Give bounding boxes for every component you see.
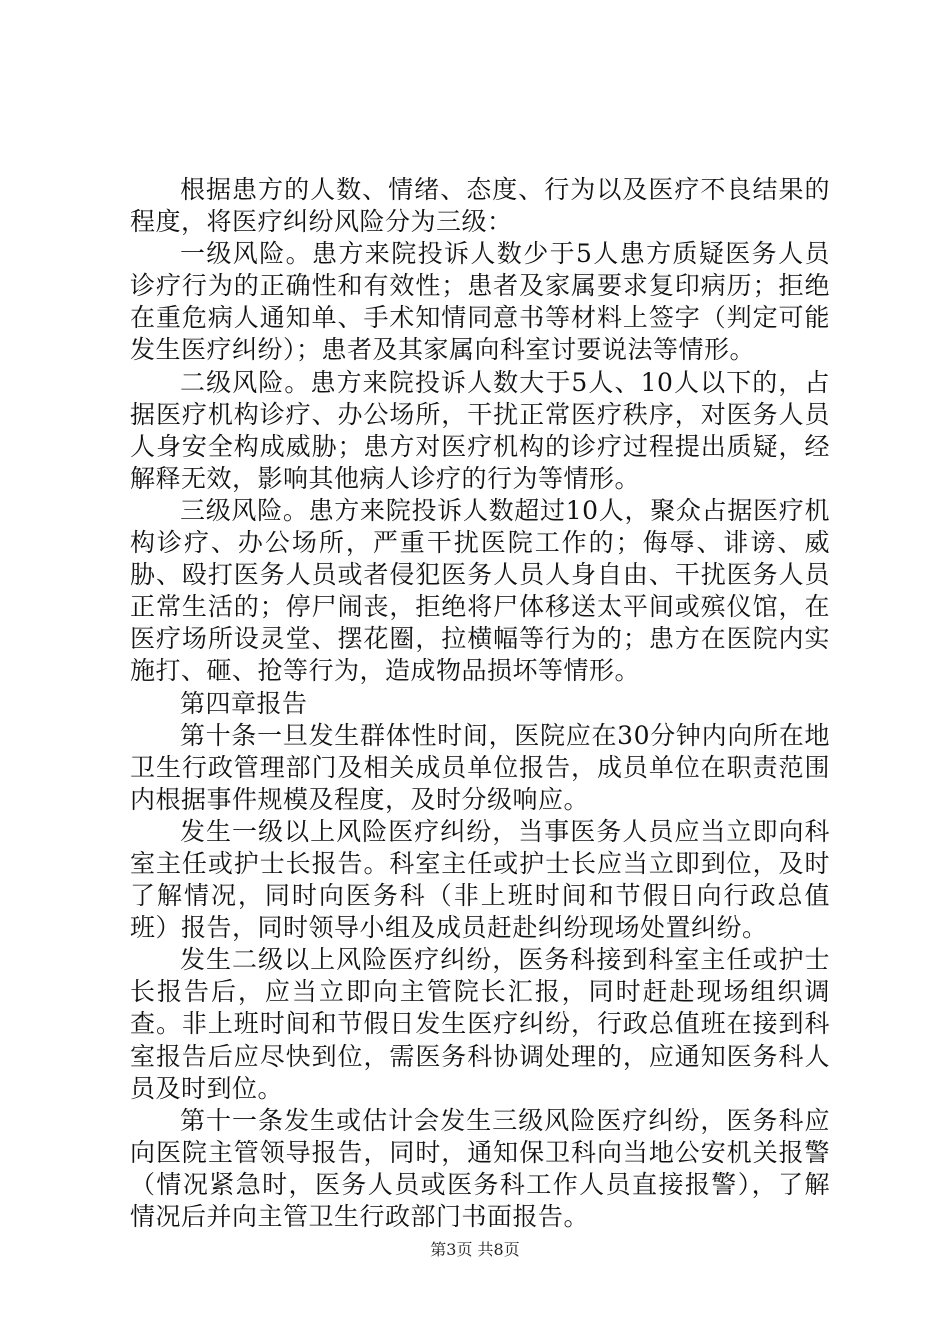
paragraph-level-two-risk: 二级风险。患方来院投诉人数大于5人、10人以下的，占据医疗机构诊疗、办公场所，干扰正常医疗秩序，对医务人员人身安全构成威胁；患方对医疗机构的诊疗过程提出质疑，经解释无效，影响其他病人诊疗的行为等情形。 [130, 367, 830, 493]
paragraph-intro: 根据患方的人数、情绪、态度、行为以及医疗不良结果的程度，将医疗纠纷风险分为三级： [130, 175, 830, 237]
chapter-heading: 第四章报告 [180, 688, 308, 718]
page-number-footer: 第3页 共8页 [430, 1240, 520, 1259]
paragraph-level-three-risk: 三级风险。患方来院投诉人数超过10人，聚众占据医疗机构诊疗、办公场所，严重干扰医院工作的；侮辱、诽谤、威胁、殴打医务人员或者侵犯医务人员人身自由、干扰医务人员正常生活的；停尸闹丧，拒绝将尸体移送太平间或殡仪馆，在医疗场所设灵堂、摆花圈，拉横幅等行为的；患方在医院内实施打、砸、抢等行为，造成物品损坏等情形。 [130, 495, 830, 686]
document-body [130, 174, 830, 1233]
paragraph-article-ten: 第十条一旦发生群体性时间，医院应在30分钟内向所在地卫生行政管理部门及相关成员单位报告，成员单位在职责范围内根据事件规模及程度，及时分级响应。 [130, 720, 830, 814]
paragraph-level-two-report: 发生二级以上风险医疗纠纷，医务科接到科室主任或护士长报告后，应当立即向主管院长汇报，同时赶赴现场组织调查。非上班时间和节假日发生医疗纠纷，行政总值班在接到科室报告后应尽快到位，需医务科协调处理的，应通知医务科人员及时到位。 [130, 945, 830, 1103]
paragraph-level-one-risk: 一级风险。患方来院投诉人数少于5人患方质疑医务人员诊疗行为的正确性和有效性；患者及家属要求复印病历；拒绝在重危病人通知单、手术知情同意书等材料上签字（判定可能发生医疗纠纷）；患者及其家属向科室讨要说法等情形。 [130, 239, 830, 365]
paragraph-article-eleven: 第十一条发生或估计会发生三级风险医疗纠纷，医务科应向医院主管领导报告，同时，通知保卫科向当地公安机关报警（情况紧急时，医务人员或医务科工作人员直接报警），了解情况后并向主管卫生行政部门书面报告。 [130, 1105, 830, 1231]
paragraph-level-one-report: 发生一级以上风险医疗纠纷，当事医务人员应当立即向科室主任或护士长报告。科室主任或护士长应当立即到位，及时了解情况，同时向医务科（非上班时间和节假日向行政总值班）报告，同时领导小组及成员赶赴纠纷现场处置纠纷。 [130, 816, 830, 943]
